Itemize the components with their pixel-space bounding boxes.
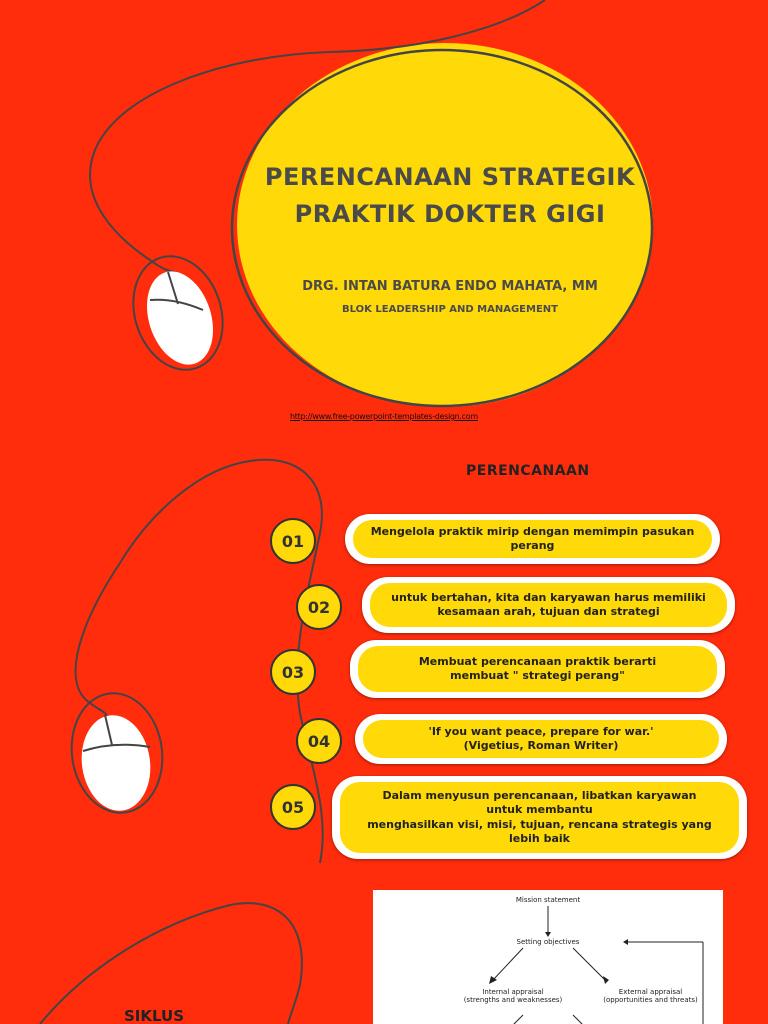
step-card: [350, 640, 725, 698]
diagram-external-appraisal: External appraisal (opportunities and threats): [603, 988, 698, 1005]
mouse-cable: [40, 903, 302, 1024]
step-number: 05: [270, 784, 316, 830]
step-text: Dalam menyusun perencanaan, libatkan karyawan untuk membantu menghasilkan visi, misi, tujuan, rencana strategis yang lebih baik: [340, 782, 739, 853]
diagram-mission: Mission statement: [515, 896, 581, 904]
diagram-internal-appraisal: Internal appraisal (strengths and weaknesses): [463, 988, 563, 1005]
subtitle: BLOK LEADERSHIP AND MANAGEMENT: [342, 304, 558, 315]
step-text: Membuat perencanaan praktik berarti membuat " strategi perang": [358, 646, 717, 692]
step-card: [345, 514, 720, 564]
siklus-slide: [0, 865, 768, 1024]
title-slide: [0, 0, 768, 433]
siklus-diagram: [373, 890, 723, 1024]
step-number: 03: [270, 649, 316, 695]
diagram-setting-objectives: Setting objectives: [516, 938, 580, 946]
siklus-label: SIKLUS: [124, 1007, 185, 1024]
title-line-2: PRAKTIK DOKTER GIGI: [294, 200, 606, 228]
step-card: [332, 776, 747, 859]
step-text: Mengelola praktik mirip dengan memimpin pasukan perang: [353, 520, 712, 558]
author-name: DRG. INTAN BATURA ENDO MAHATA, MM: [302, 279, 598, 294]
credit-link[interactable]: http://www.free-powerpoint-templates-design.com: [290, 412, 478, 421]
section-title: PERENCANAAN: [466, 463, 590, 479]
step-card: [362, 577, 735, 633]
computer-mouse-icon: [119, 245, 237, 382]
computer-mouse-icon: [64, 687, 170, 818]
step-text: 'If you want peace, prepare for war.' (Vigetius, Roman Writer): [363, 720, 719, 758]
step-card: [355, 714, 727, 764]
title-line-1: PERENCANAAN STRATEGIK: [264, 163, 636, 191]
step-number: 01: [270, 518, 316, 564]
step-number: 04: [296, 718, 342, 764]
step-text: untuk bertahan, kita dan karyawan harus memiliki kesamaan arah, tujuan dan strategi: [370, 583, 727, 627]
step-number: 02: [296, 584, 342, 630]
perencanaan-slide: [0, 433, 768, 865]
